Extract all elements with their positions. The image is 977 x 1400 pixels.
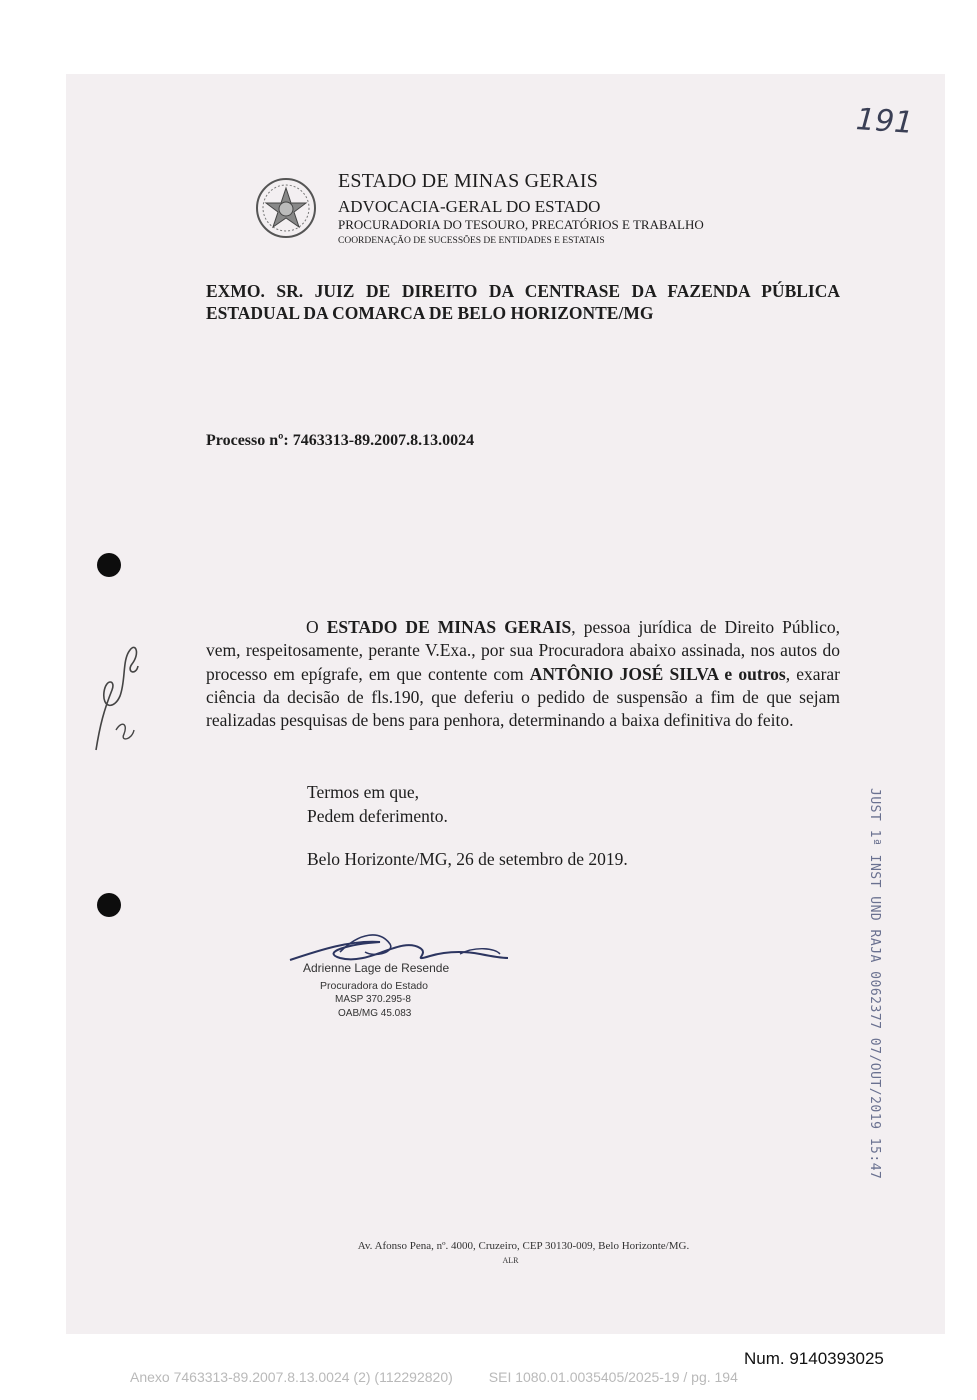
handwritten-page-number: 191 — [854, 102, 915, 141]
process-number — [206, 432, 474, 450]
body-middle: , pessoa jurídica de Direito Público, vem, respeitosamente, perante V.Exa., por sua Procuradora abaixo assinada, nos autos do processo em epígrafe, em que contente com — [206, 617, 840, 684]
signatory-name: Adrienne Lage de Resende — [303, 961, 450, 975]
document-number: Num. 9140393025 — [744, 1349, 884, 1368]
opponent-name: ANTÔNIO JOSÉ SILVA e outros — [529, 663, 786, 684]
addressee — [206, 280, 840, 324]
party-name: ESTADO DE MINAS GERAIS — [326, 617, 572, 637]
punch-hole-top — [97, 553, 121, 577]
closing-line-1: Termos em que, — [307, 782, 420, 802]
header-department: PROCURADORIA DO TESOURO, PRECATÓRIOS E TRABALHO — [338, 217, 704, 232]
signatory-oab: OAB/MG 45.083 — [338, 1008, 412, 1019]
addressee-line-2: ESTADUAL DA COMARCA DE BELO HORIZONTE/MG — [206, 303, 654, 323]
header-agency: ADVOCACIA-GERAL DO ESTADO — [338, 197, 601, 216]
petition-body — [206, 616, 840, 732]
closing-line-2: Pedem deferimento. — [307, 806, 448, 826]
signatory-masp: MASP 370.295-8 — [335, 994, 411, 1005]
annex-reference: Anexo 7463313-89.2007.8.13.0024 (2) (112292820) — [130, 1369, 453, 1385]
header-state-name: ESTADO DE MINAS GERAIS — [338, 170, 599, 192]
margin-initials-signature — [76, 630, 156, 760]
coat-of-arms-seal-icon — [254, 176, 318, 240]
receipt-stamp: JUST 1ª INST UND RAJA 0062377 07/OUT/2019 15:47 — [867, 788, 882, 1180]
process-label: Processo nº: — [206, 432, 289, 449]
closing-formula — [307, 780, 448, 828]
header-coordination: COORDENAÇÃO DE SUCESSÕES DE ENTIDADES E ESTATAIS — [338, 236, 605, 246]
addressee-line-1: EXMO. SR. JUIZ DE DIREITO DA CENTRASE DA FAZENDA PÚBLICA — [206, 281, 840, 301]
body-lead: O — [306, 617, 327, 637]
signatory-role: Procuradora do Estado — [320, 980, 428, 992]
footer-address-text: Av. Afonso Pena, nº. 4000, Cruzeiro, CEP 30130-009, Belo Horizonte/MG. — [357, 1240, 690, 1252]
process-value: 7463313-89.2007.8.13.0024 — [292, 432, 475, 449]
bottom-reference-line — [130, 1369, 738, 1385]
body-end: , exarar ciência da decisão de fls.190, que deferiu o pedido de suspensão a fim de que sejam realizadas pesquisas de bens para penhora, determinando a baixa definitiva do feito. — [206, 663, 841, 731]
footer-initials-text: ALR — [502, 1256, 519, 1265]
place-and-date: Belo Horizonte/MG, 26 de setembro de 2019. — [307, 849, 628, 869]
footer-address — [0, 1240, 977, 1252]
footer-initials — [0, 1256, 977, 1265]
sei-reference: SEI 1080.01.0035405/2025-19 / pg. 194 — [488, 1369, 738, 1385]
punch-hole-bottom — [97, 893, 121, 917]
